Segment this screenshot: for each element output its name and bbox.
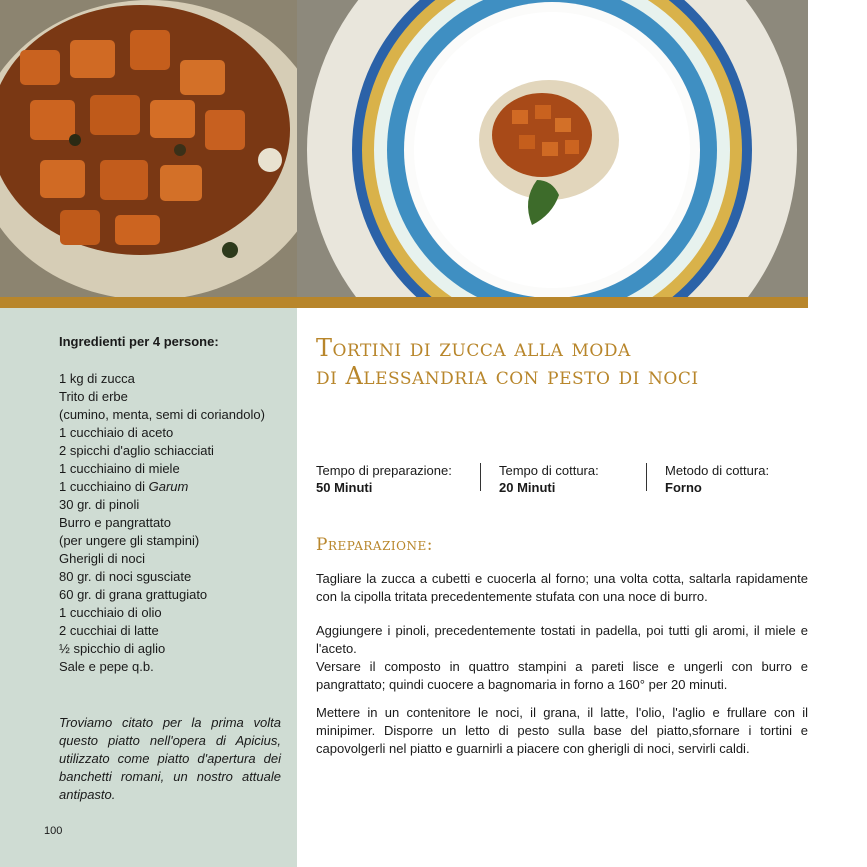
gold-divider-bar: [0, 297, 808, 308]
recipe-title-line-2: di Alessandria con pesto di noci: [316, 362, 699, 390]
preparation-paragraph-2a: Aggiungere i pinoli, precedentemente tostati in padella, poi tutti gli aromi, il miele e l'aceto.: [316, 623, 808, 656]
plated-dish-photo: [297, 0, 808, 297]
cook-time-value: 20 Minuti: [499, 480, 556, 495]
ingredient-item: 2 spicchi d'aglio schiacciati: [59, 443, 214, 458]
cook-method-label: Metodo di cottura:: [665, 463, 770, 478]
ingredient-item: 30 gr. di pinoli: [59, 497, 140, 512]
ingredients-list: [59, 370, 265, 676]
ingredient-item: 80 gr. di noci sgusciate: [59, 569, 192, 584]
cook-time: [499, 462, 599, 496]
plated-dish-illustration: [297, 0, 808, 297]
recipe-title: [316, 334, 699, 390]
cook-method: [665, 462, 769, 496]
ingredient-item: (per ungere gli stampini): [59, 533, 200, 548]
dish-closeup-photo: [0, 0, 297, 297]
ingredient-item: [59, 478, 265, 496]
prep-time-label: Tempo di preparazione:: [316, 463, 452, 478]
cook-time-label: Tempo di cottura:: [499, 463, 599, 478]
preparation-paragraph-3: Mettere in un contenitore le noci, il grana, il latte, l'olio, l'aglio e frullare con il minipimer. Disporre un letto di pesto sulla base del piatto,sfornare i tortini e capovolgerli nel piatto e guarnirli a piacere con gherigli di noci, servirli caldi.: [316, 705, 808, 756]
historical-note: Troviamo citato per la prima volta questo piatto nell'opera di Apicius, utilizzato come piatto d'apertura dei banchetti romani, un nostro attuale antipasto.: [59, 715, 281, 802]
page-number: 100: [44, 825, 63, 837]
ingredient-garum: Garum: [148, 479, 189, 494]
dish-closeup-illustration: [0, 0, 297, 297]
prep-time-value: 50 Minuti: [316, 480, 373, 495]
ingredient-text: 1 cucchiaino di: [59, 479, 149, 494]
ingredient-item: (cumino, menta, semi di coriandolo): [59, 407, 265, 422]
ingredient-item: Gherigli di noci: [59, 551, 145, 566]
ingredient-item: 60 gr. di grana grattugiato: [59, 587, 208, 602]
ingredient-item: ½ spicchio di aglio: [59, 641, 166, 656]
preparation-heading: Preparazione:: [316, 535, 433, 555]
ingredient-item: 1 cucchiaino di miele: [59, 461, 180, 476]
meta-separator: [480, 463, 481, 491]
prep-time: [316, 462, 452, 496]
cook-method-value: Forno: [665, 480, 702, 495]
ingredient-item: 1 cucchiaio di aceto: [59, 425, 174, 440]
recipe-title-line-1: Tortini di zucca alla moda: [316, 334, 631, 362]
meta-separator: [646, 463, 647, 491]
preparation-paragraph-1: Tagliare la zucca a cubetti e cuocerla al forno; una volta cotta, saltarla rapidamente con la cipolla tritata precedentemente stufata con una noce di burro.: [316, 571, 808, 604]
ingredient-item: 1 kg di zucca: [59, 371, 135, 386]
ingredient-item: Trito di erbe: [59, 389, 128, 404]
ingredient-item: 1 cucchiaio di olio: [59, 605, 162, 620]
ingredient-item: Burro e pangrattato: [59, 515, 172, 530]
ingredient-item: 2 cucchiai di latte: [59, 623, 159, 638]
ingredient-item: Sale e pepe q.b.: [59, 659, 154, 674]
ingredients-title: Ingredienti per 4 persone:: [59, 334, 219, 349]
preparation-paragraph-2b: Versare il composto in quattro stampini a pareti lisce e ungerli con burro e pangrattato; quindi cuocere a bagnomaria in forno a 160° per 20 minuti.: [316, 659, 808, 692]
